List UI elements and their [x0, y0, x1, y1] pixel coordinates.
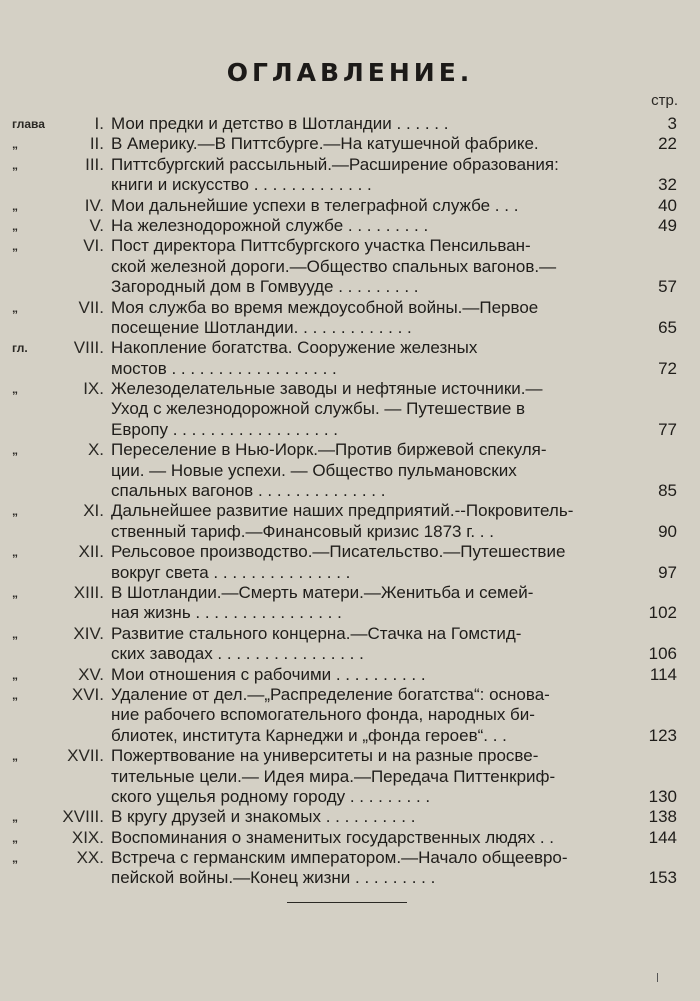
chapter-title-line: Пост директора Питтсбургского участка Пенсильван-	[111, 236, 531, 256]
chapter-title-line: мостов . . . . . . . . . . . . . . . . . .	[111, 358, 337, 378]
page-number: 65	[658, 317, 677, 337]
page-number: 144	[648, 827, 677, 847]
toc-entry	[0, 807, 700, 827]
chapter-number: XVII.	[67, 746, 104, 766]
page-column-header: стр.	[651, 92, 678, 109]
chapter-prefix: „	[12, 504, 18, 519]
chapter-title-line: Европу . . . . . . . . . . . . . . . . . .	[111, 419, 339, 439]
chapter-title-line: Переселение в Нью-Иорк.—Против биржевой спекуля-	[111, 440, 547, 460]
chapter-number: V.	[89, 215, 104, 235]
toc-line	[0, 461, 700, 481]
toc-line	[0, 338, 700, 358]
page-number: 114	[649, 664, 677, 684]
toc-line	[0, 257, 700, 277]
chapter-title-line: ского ущелья родному городу . . . . . . . . .	[111, 786, 431, 806]
toc-entry	[0, 501, 700, 542]
chapter-title-line: В Америку.—В Питтсбурге.—На катушечной фабрике.	[111, 134, 539, 154]
chapter-number: III.	[85, 154, 104, 174]
chapter-title-line: ная жизнь . . . . . . . . . . . . . . . .	[111, 603, 342, 623]
toc-entry	[0, 685, 700, 746]
toc-line	[0, 216, 700, 236]
toc-line	[0, 624, 700, 644]
chapter-title-line: спальных вагонов . . . . . . . . . . . . . .	[111, 481, 386, 501]
chapter-title-line: посещение Шотландии. . . . . . . . . . . . .	[111, 317, 412, 337]
toc-line	[0, 746, 700, 766]
chapter-title-line: ственный тариф.—Финансовый кризис 1873 г. . .	[111, 521, 494, 541]
toc-line	[0, 603, 700, 623]
toc-line	[0, 787, 700, 807]
page-number: 138	[648, 807, 677, 827]
chapter-prefix: „	[12, 198, 18, 213]
chapter-number: X.	[87, 440, 104, 460]
toc-line	[0, 868, 700, 888]
chapter-prefix: „	[12, 443, 18, 458]
chapter-number: XIV.	[73, 623, 104, 643]
chapter-title-line: ние рабочего вспомогательного фонда, народных би-	[111, 705, 535, 725]
toc-line	[0, 665, 700, 685]
chapter-title-line: В Шотландии.—Смерть матери.—Женитьба и семей-	[111, 582, 534, 602]
separator-rule	[287, 902, 407, 903]
chapter-prefix: гл.	[12, 341, 28, 356]
chapter-number: XV.	[78, 664, 104, 684]
toc-entry	[0, 583, 700, 624]
chapter-prefix: „	[12, 218, 18, 233]
chapter-number: IV.	[84, 195, 104, 215]
toc-line	[0, 298, 700, 318]
chapter-title-line: ции. — Новые успехи. — Общество пульмановских	[111, 460, 517, 480]
chapter-number: I.	[94, 114, 104, 133]
chapter-title-line: Питтсбургский рассыльный.—Расширение образования:	[111, 154, 559, 174]
toc-line	[0, 155, 700, 175]
chapter-number: XIX.	[71, 827, 104, 847]
toc-entry	[0, 624, 700, 665]
page-number: 77	[658, 419, 677, 439]
page-number: 40	[658, 195, 677, 215]
toc-line	[0, 767, 700, 787]
page-number: 22	[658, 134, 677, 154]
toc-line	[0, 726, 700, 746]
toc-line	[0, 828, 700, 848]
page-number: 153	[648, 868, 677, 888]
edge-mark	[657, 973, 658, 982]
toc-line	[0, 705, 700, 725]
toc-line	[0, 685, 700, 705]
chapter-prefix: „	[12, 830, 18, 845]
toc-line	[0, 379, 700, 399]
chapter-title-line: Рельсовое производство.—Писательство.—Путешествие	[111, 542, 566, 562]
chapter-number: VIII.	[73, 338, 104, 358]
chapter-title-line: Железоделательные заводы и нефтяные источники.—	[111, 379, 543, 399]
chapter-prefix: „	[12, 667, 18, 682]
toc-line	[0, 542, 700, 562]
page-number: 72	[658, 358, 677, 378]
toc-entry	[0, 134, 700, 154]
chapter-title-line: тительные цели.— Идея мира.—Передача Питтенкриф-	[111, 766, 556, 786]
chapter-title-line: книги и искусство . . . . . . . . . . . . .	[111, 175, 372, 195]
chapter-prefix: „	[12, 749, 18, 764]
chapter-title-line: пейской войны.—Конец жизни . . . . . . . . .	[111, 868, 436, 888]
chapter-number: XVI.	[71, 684, 104, 704]
chapter-title-line: Развитие стального концерна.—Стачка на Гомстид-	[111, 623, 522, 643]
toc-line	[0, 420, 700, 440]
chapter-title-line: Уход с железнодорожной службы. — Путешествие в	[111, 399, 526, 419]
chapter-title-line: Мои предки и детство в Шотландии . . . . . .	[111, 114, 449, 133]
toc-entry	[0, 155, 700, 196]
page-number: 90	[658, 521, 677, 541]
toc-entry	[0, 828, 700, 848]
toc-line	[0, 134, 700, 154]
toc-entry	[0, 114, 700, 134]
toc-line	[0, 583, 700, 603]
toc-entry	[0, 338, 700, 379]
page-number: 130	[648, 786, 677, 806]
chapter-title-line: Встреча с германским императором.—Начало общеевро-	[111, 848, 568, 868]
toc-line	[0, 277, 700, 297]
page-number: 85	[658, 481, 677, 501]
chapter-title-line: Мои отношения с рабочими . . . . . . . . . .	[111, 664, 426, 684]
toc-line	[0, 196, 700, 216]
chapter-title-line: На железнодорожной службе . . . . . . . . .	[111, 215, 429, 235]
toc-entry	[0, 298, 700, 339]
chapter-title-line: В кругу друзей и знакомых . . . . . . . . . .	[111, 807, 416, 827]
chapter-prefix: „	[12, 810, 18, 825]
chapter-prefix: „	[12, 239, 18, 254]
toc-line	[0, 807, 700, 827]
page-number: 32	[658, 175, 677, 195]
chapter-number: II.	[89, 134, 104, 154]
toc-entry	[0, 746, 700, 807]
toc-entry	[0, 216, 700, 236]
toc-line	[0, 175, 700, 195]
toc-line	[0, 501, 700, 521]
chapter-title-line: блиотек, института Карнеджи и „фонда героев“. . .	[111, 725, 507, 745]
page-number: 123	[648, 725, 677, 745]
chapter-number: VII.	[78, 297, 104, 317]
toc-line	[0, 359, 700, 379]
chapter-prefix: „	[12, 585, 18, 600]
toc-line	[0, 481, 700, 501]
chapter-prefix: глава	[12, 117, 45, 131]
toc-line	[0, 318, 700, 338]
chapter-number: XIII.	[73, 582, 104, 602]
chapter-number: XI.	[83, 501, 104, 521]
toc-entry	[0, 236, 700, 297]
chapter-title-line: Загородный дом в Гомвууде . . . . . . . . .	[111, 277, 419, 297]
page-number: 57	[658, 277, 677, 297]
chapter-title-line: ской железной дороги.—Общество спальных вагонов.—	[111, 256, 557, 276]
chapter-number: IX.	[83, 379, 104, 399]
table-of-contents	[0, 114, 700, 889]
chapter-prefix: „	[12, 382, 18, 397]
page-number: 97	[658, 562, 677, 582]
chapter-title-line: Мои дальнейшие успехи в телеграфной службе . . .	[111, 195, 519, 215]
toc-line	[0, 399, 700, 419]
chapter-title-line: Накопление богатства. Сооружение железных	[111, 338, 478, 358]
chapter-title-line: Моя служба во время междоусобной войны.—Первое	[111, 297, 539, 317]
toc-entry	[0, 196, 700, 216]
toc-line	[0, 848, 700, 868]
toc-line	[0, 236, 700, 256]
chapter-title-line: Пожертвование на университеты и на разные просве-	[111, 746, 539, 766]
chapter-prefix: „	[12, 687, 18, 702]
chapter-prefix: „	[12, 157, 18, 172]
toc-line	[0, 114, 700, 134]
chapter-number: VI.	[83, 236, 104, 256]
chapter-title-line: Воспоминания о знаменитых государственных людях . .	[111, 827, 555, 847]
chapter-title-line: вокруг света . . . . . . . . . . . . . . .	[111, 562, 351, 582]
chapter-number: XX.	[76, 848, 104, 868]
toc-entry	[0, 665, 700, 685]
chapter-number: XVIII.	[62, 807, 104, 827]
toc-line	[0, 440, 700, 460]
toc-entry	[0, 379, 700, 440]
chapter-title-line: ских заводах . . . . . . . . . . . . . . . .	[111, 644, 364, 664]
toc-line	[0, 644, 700, 664]
page-number: 3	[667, 114, 677, 133]
chapter-prefix: „	[12, 137, 18, 152]
chapter-prefix: „	[12, 300, 18, 315]
toc-line	[0, 563, 700, 583]
page-title: ОГЛАВЛЕНИЕ.	[226, 58, 474, 87]
toc-entry	[0, 848, 700, 889]
page-number: 49	[658, 215, 677, 235]
chapter-prefix: „	[12, 851, 18, 866]
toc-entry	[0, 440, 700, 501]
chapter-prefix: „	[12, 626, 18, 641]
chapter-number: XII.	[78, 542, 104, 562]
chapter-title-line: Дальнейшее развитие наших предприятий.--Покровитель-	[111, 501, 574, 521]
chapter-prefix: „	[12, 545, 18, 560]
toc-line	[0, 522, 700, 542]
page-number: 102	[648, 603, 677, 623]
page-number: 106	[648, 644, 677, 664]
toc-entry	[0, 542, 700, 583]
chapter-title-line: Удаление от дел.—„Распределение богатства“: основа-	[111, 684, 550, 704]
